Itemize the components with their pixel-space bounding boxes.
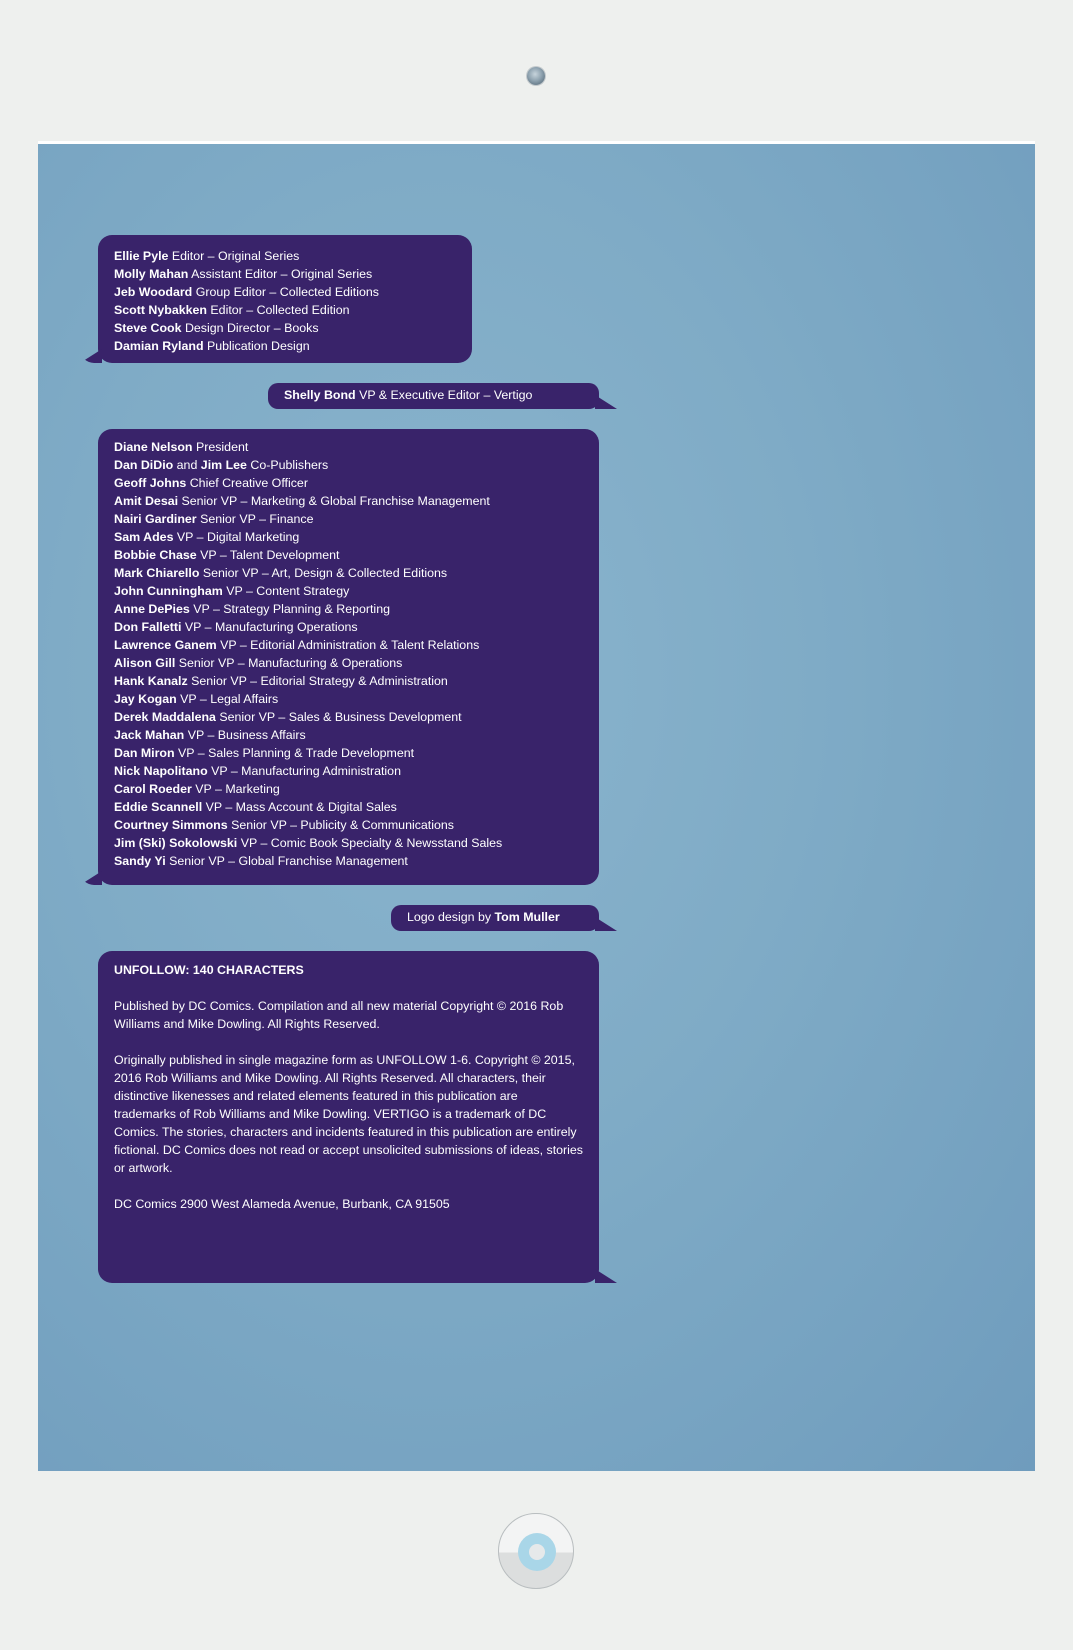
credit-role: VP – Strategy Planning & Reporting — [193, 602, 390, 616]
credit-name: Anne DePies — [114, 602, 190, 616]
publisher-address: DC Comics 2900 West Alameda Avenue, Burbank, CA 91505 — [114, 1197, 450, 1211]
credit-line — [114, 319, 456, 337]
credit-name: Don Falletti — [114, 620, 182, 634]
credit-line — [114, 564, 583, 582]
logo-credit-name: Tom Muller — [494, 910, 560, 924]
credit-name: Molly Mahan — [114, 267, 189, 281]
credit-role: VP – Marketing — [195, 782, 280, 796]
credit-name: Diane Nelson — [114, 440, 193, 454]
credit-name: Alison Gill — [114, 656, 176, 670]
credit-name: Jack Mahan — [114, 728, 185, 742]
credit-role: President — [195, 440, 249, 454]
credit-name: Nick Napolitano — [114, 764, 208, 778]
credit-role: Editor – Original Series — [171, 249, 300, 263]
credit-role: VP & Executive Editor – Vertigo — [359, 388, 533, 402]
credit-role: VP – Business Affairs — [187, 728, 306, 742]
credit-line — [114, 618, 583, 636]
credit-name: Derek Maddalena — [114, 710, 216, 724]
credit-name: Jay Kogan — [114, 692, 177, 706]
credit-role: Senior VP – Art, Design & Collected Editions — [202, 566, 448, 580]
credit-line — [114, 283, 456, 301]
credit-name: Amit Desai — [114, 494, 179, 508]
credit-line — [114, 816, 583, 834]
credit-line — [114, 762, 583, 780]
credit-name: Dan Miron — [114, 746, 175, 760]
credit-role: Co-Publishers — [250, 458, 329, 472]
credit-name: Eddie Scannell — [114, 800, 203, 814]
credit-line — [407, 908, 583, 926]
logo-credit-bubble — [391, 905, 599, 931]
credit-role: VP – Sales Planning & Trade Development — [178, 746, 415, 760]
credit-role: VP – Mass Account & Digital Sales — [205, 800, 397, 814]
credit-role: VP – Digital Marketing — [176, 530, 300, 544]
credit-line — [114, 438, 583, 456]
credit-line — [114, 456, 583, 474]
credit-name: Nairi Gardiner — [114, 512, 197, 526]
credit-name: Jim (Ski) Sokolowski — [114, 836, 238, 850]
credit-name: Hank Kanalz — [114, 674, 188, 688]
home-button[interactable] — [498, 1513, 574, 1589]
credit-role: Senior VP – Global Franchise Management — [169, 854, 408, 868]
credit-role: Senior VP – Sales & Business Development — [219, 710, 462, 724]
credit-role: VP – Editorial Administration & Talent Relations — [220, 638, 480, 652]
credit-line — [114, 636, 583, 654]
credit-role: VP – Comic Book Specialty & Newsstand Sales — [240, 836, 503, 850]
credit-name: Steve Cook — [114, 321, 182, 335]
credit-line — [114, 265, 456, 283]
credit-line — [114, 582, 583, 600]
credit-name: Lawrence Ganem — [114, 638, 217, 652]
credit-role: VP – Manufacturing Operations — [184, 620, 358, 634]
credit-name: Courtney Simmons — [114, 818, 228, 832]
credit-line — [114, 852, 583, 870]
credit-name: Sam Ades — [114, 530, 174, 544]
credit-name: Geoff Johns — [114, 476, 187, 490]
credit-role: Publication Design — [206, 339, 310, 353]
credit-role: Chief Creative Officer — [189, 476, 308, 490]
credit-role: VP – Manufacturing Administration — [211, 764, 401, 778]
credit-line — [114, 708, 583, 726]
credit-connector: and — [176, 458, 198, 472]
executives-bubble — [98, 429, 599, 885]
credit-role: Senior VP – Publicity & Communications — [231, 818, 454, 832]
credit-name: Jeb Woodard — [114, 285, 193, 299]
credit-role: Editor – Collected Edition — [210, 303, 350, 317]
credit-role: Senior VP – Finance — [200, 512, 314, 526]
credit-line — [114, 474, 583, 492]
credit-role: Group Editor – Collected Editions — [195, 285, 379, 299]
editors-list — [114, 247, 456, 355]
credit-role: VP – Content Strategy — [226, 584, 350, 598]
logo-credit-prefix: Logo design by — [407, 910, 492, 924]
credit-name: Bobbie Chase — [114, 548, 197, 562]
credit-name: Jim Lee — [200, 458, 247, 472]
book-title: UNFOLLOW: 140 CHARACTERS — [114, 963, 304, 977]
credit-line — [114, 600, 583, 618]
credit-line — [114, 834, 583, 852]
credit-line — [114, 492, 583, 510]
home-ring-icon — [518, 1533, 556, 1571]
credit-role: VP – Legal Affairs — [180, 692, 279, 706]
credit-line — [284, 386, 583, 404]
credit-line — [114, 654, 583, 672]
credit-role: Assistant Editor – Original Series — [191, 267, 373, 281]
credit-line — [114, 798, 583, 816]
credit-name: Scott Nybakken — [114, 303, 207, 317]
credit-name: Ellie Pyle — [114, 249, 169, 263]
credit-line — [114, 546, 583, 564]
credit-line — [114, 672, 583, 690]
credit-line — [114, 301, 456, 319]
legal-paragraph: Published by DC Comics. Compilation and all new material Copyright © 2016 Rob Williams and Mike Dowling. All Rights Reserved. — [114, 999, 564, 1031]
credit-role: Design Director – Books — [184, 321, 319, 335]
camera-icon — [527, 67, 545, 85]
credit-line — [114, 744, 583, 762]
credit-name: Carol Roeder — [114, 782, 192, 796]
executives-list — [114, 438, 583, 870]
legal-paragraph: Originally published in single magazine form as UNFOLLOW 1-6. Copyright © 2015, 2016 Rob Williams and Mike Dowling. All Rights Reserved. All characters, their distinctive likenesses and related elements featured in this publication are trademarks of Rob Williams and Mike Dowling. VERTIGO is a trademark of DC Comics. The stories, characters and incidents featured in this publication are entirely fictional. DC Comics does not read or accept unsolicited submissions of ideas, stories or artwork. — [114, 1053, 583, 1175]
credit-line — [114, 780, 583, 798]
credit-line — [114, 510, 583, 528]
credit-role: Senior VP – Marketing & Global Franchise Management — [181, 494, 490, 508]
credit-name: John Cunningham — [114, 584, 223, 598]
credit-line — [114, 690, 583, 708]
credit-name: Sandy Yi — [114, 854, 166, 868]
credit-line — [114, 337, 456, 355]
credit-name: Dan DiDio — [114, 458, 174, 472]
credit-role: Senior VP – Manufacturing & Operations — [178, 656, 403, 670]
credit-line — [114, 247, 456, 265]
credit-line — [114, 726, 583, 744]
credit-role: VP – Talent Development — [200, 548, 340, 562]
credit-name: Damian Ryland — [114, 339, 204, 353]
credit-name: Shelly Bond — [284, 388, 356, 402]
editors-bubble — [98, 235, 472, 363]
credit-line — [114, 528, 583, 546]
credit-role: Senior VP – Editorial Strategy & Administration — [191, 674, 448, 688]
legal-bubble — [98, 951, 599, 1283]
vertigo-editor-bubble — [268, 383, 599, 409]
credit-name: Mark Chiarello — [114, 566, 200, 580]
